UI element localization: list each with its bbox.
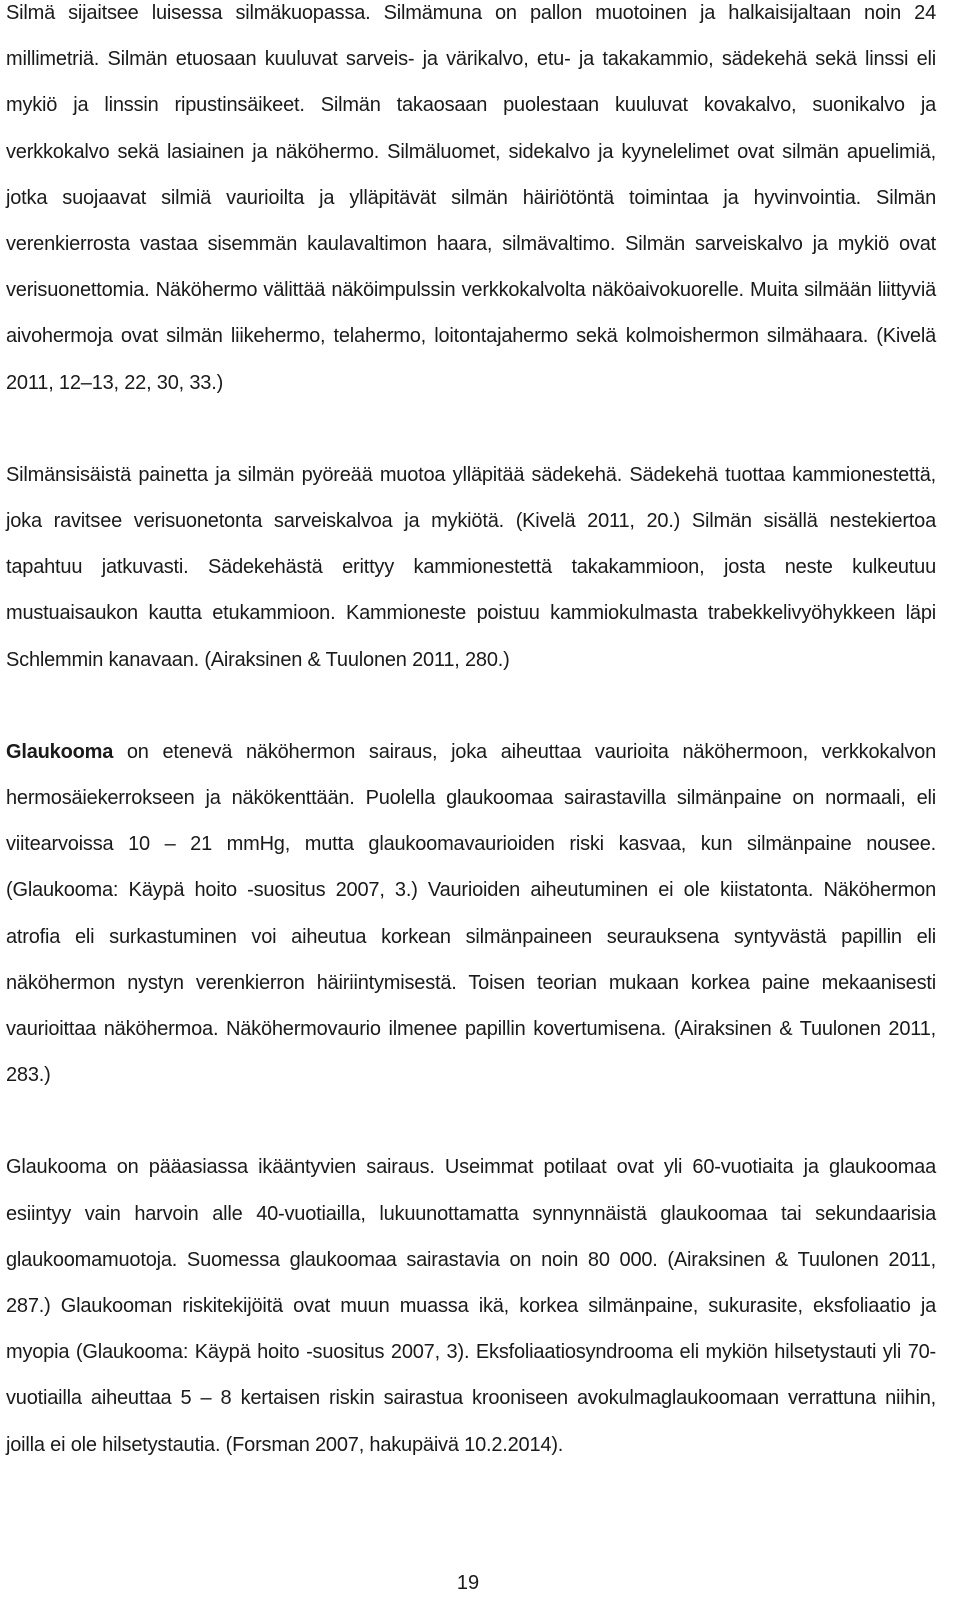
paragraph-lead-term: Glaukooma xyxy=(6,740,114,763)
paragraph-text: on etenevä näköhermon sairaus, joka aiheuttaa vaurioita näköhermoon, verkkokalvon hermosäiekerrokseen ja näkökenttään. Puolella glaukoomaa sairastavilla silmänpaine on normaali, eli viitearvoissa 10 – 21 mmHg, mutta glaukoomavaurioiden riski kasvaa, kun silmänpaine nousee. (Glaukooma: Käypä hoito -suositus 2007, 3.) Vaurioiden aiheutuminen ei ole kiistatonta. Näköhermon atrofia eli surkastuminen voi aiheutua korkean silmänpaineen seurauksena syntyvästä papillin eli näköhermon nystyn verenkierron häiriintymisestä. Toisen teorian mukaan korkea paine mekaanisesti vaurioittaa näköhermoa. Näköhermovaurio ilmenee papillin kovertumisena. (Airaksinen & Tuulonen 2011, 283.) xyxy=(6,740,936,1087)
paragraph-glaucoma-definition xyxy=(6,729,936,1099)
paragraph-glaucoma-epidemiology xyxy=(6,1144,936,1467)
paragraph-eye-anatomy xyxy=(6,0,936,406)
paragraph-aqueous-humor xyxy=(6,452,936,683)
paragraph-text: Silmä sijaitsee luisessa silmäkuopassa. Silmämuna on pallon muotoinen ja halkaisijaltaan noin 24 millimetriä. Silmän etuosaan kuuluvat sarveis- ja värikalvo, etu- ja takakammio, sädekehä sekä linssi eli mykiö ja linssin ripustinsäikeet. Silmän takaosaan puolestaan kuuluvat kovakalvo, suonikalvo ja verkkokalvo sekä lasiainen ja näköhermo. Silmäluomet, sidekalvo ja kyynelelimet ovat silmän apuelimiä, jotka suojaavat silmiä vaurioilta ja ylläpitävät silmän häiriötöntä toimintaa ja hyvinvointia. Silmän verenkierrosta vastaa sisemmän kaulavaltimon haara, silmävaltimo. Silmän sarveiskalvo ja mykiö ovat verisuonettomia. Näköhermo välittää näköimpulssin verkkokalvolta näköaivokuorelle. Muita silmään liittyviä aivohermoja ovat silmän liikehermo, telahermo, loitontajahermo sekä kolmoishermon silmähaara. (Kivelä 2011, 12–13, 22, 30, 33.) xyxy=(6,2,936,394)
page-number: 19 xyxy=(456,1572,480,1594)
paragraph-text: Silmänsisäistä painetta ja silmän pyöreää muotoa ylläpitää sädekehä. Sädekehä tuottaa kammionestettä, joka ravitsee verisuonetonta sarveiskalvoa ja mykiötä. (Kivelä 2011, 20.) Silmän sisällä nestekiertoa tapahtuu jatkuvasti. Sädekehästä erittyy kammionestettä takakammioon, josta neste kulkeutuu mustuaisaukon kautta etukammioon. Kammioneste poistuu kammiokulmasta trabekkelivyöhykkeen läpi Schlemmin kanavaan. (Airaksinen & Tuulonen 2011, 280.) xyxy=(6,463,936,671)
paragraph-text: Glaukooma on pääasiassa ikääntyvien sairaus. Useimmat potilaat ovat yli 60-vuotiaita ja glaukoomaa esiintyy vain harvoin alle 40-vuotiailla, lukuunottamatta synnynnäistä glaukoomaa tai sekundaarisia glaukoomamuotoja. Suomessa glaukoomaa sairastavia on noin 80 000. (Airaksinen & Tuulonen 2011, 287.) Glaukooman riskitekijöitä ovat muun muassa ikä, korkea silmänpaine, sukurasite, eksfoliaatio ja myopia (Glaukooma: Käypä hoito -suositus 2007, 3). Eksfoliaatiosyndrooma eli mykiön hilsetystauti yli 70-vuotiailla aiheuttaa 5 – 8 kertaisen riskin sairastua krooniseen avokulmaglaukoomaan verrattuna niihin, joilla ei ole hilsetystautia. (Forsman 2007, hakupäivä 10.2.2014). xyxy=(6,1156,936,1456)
